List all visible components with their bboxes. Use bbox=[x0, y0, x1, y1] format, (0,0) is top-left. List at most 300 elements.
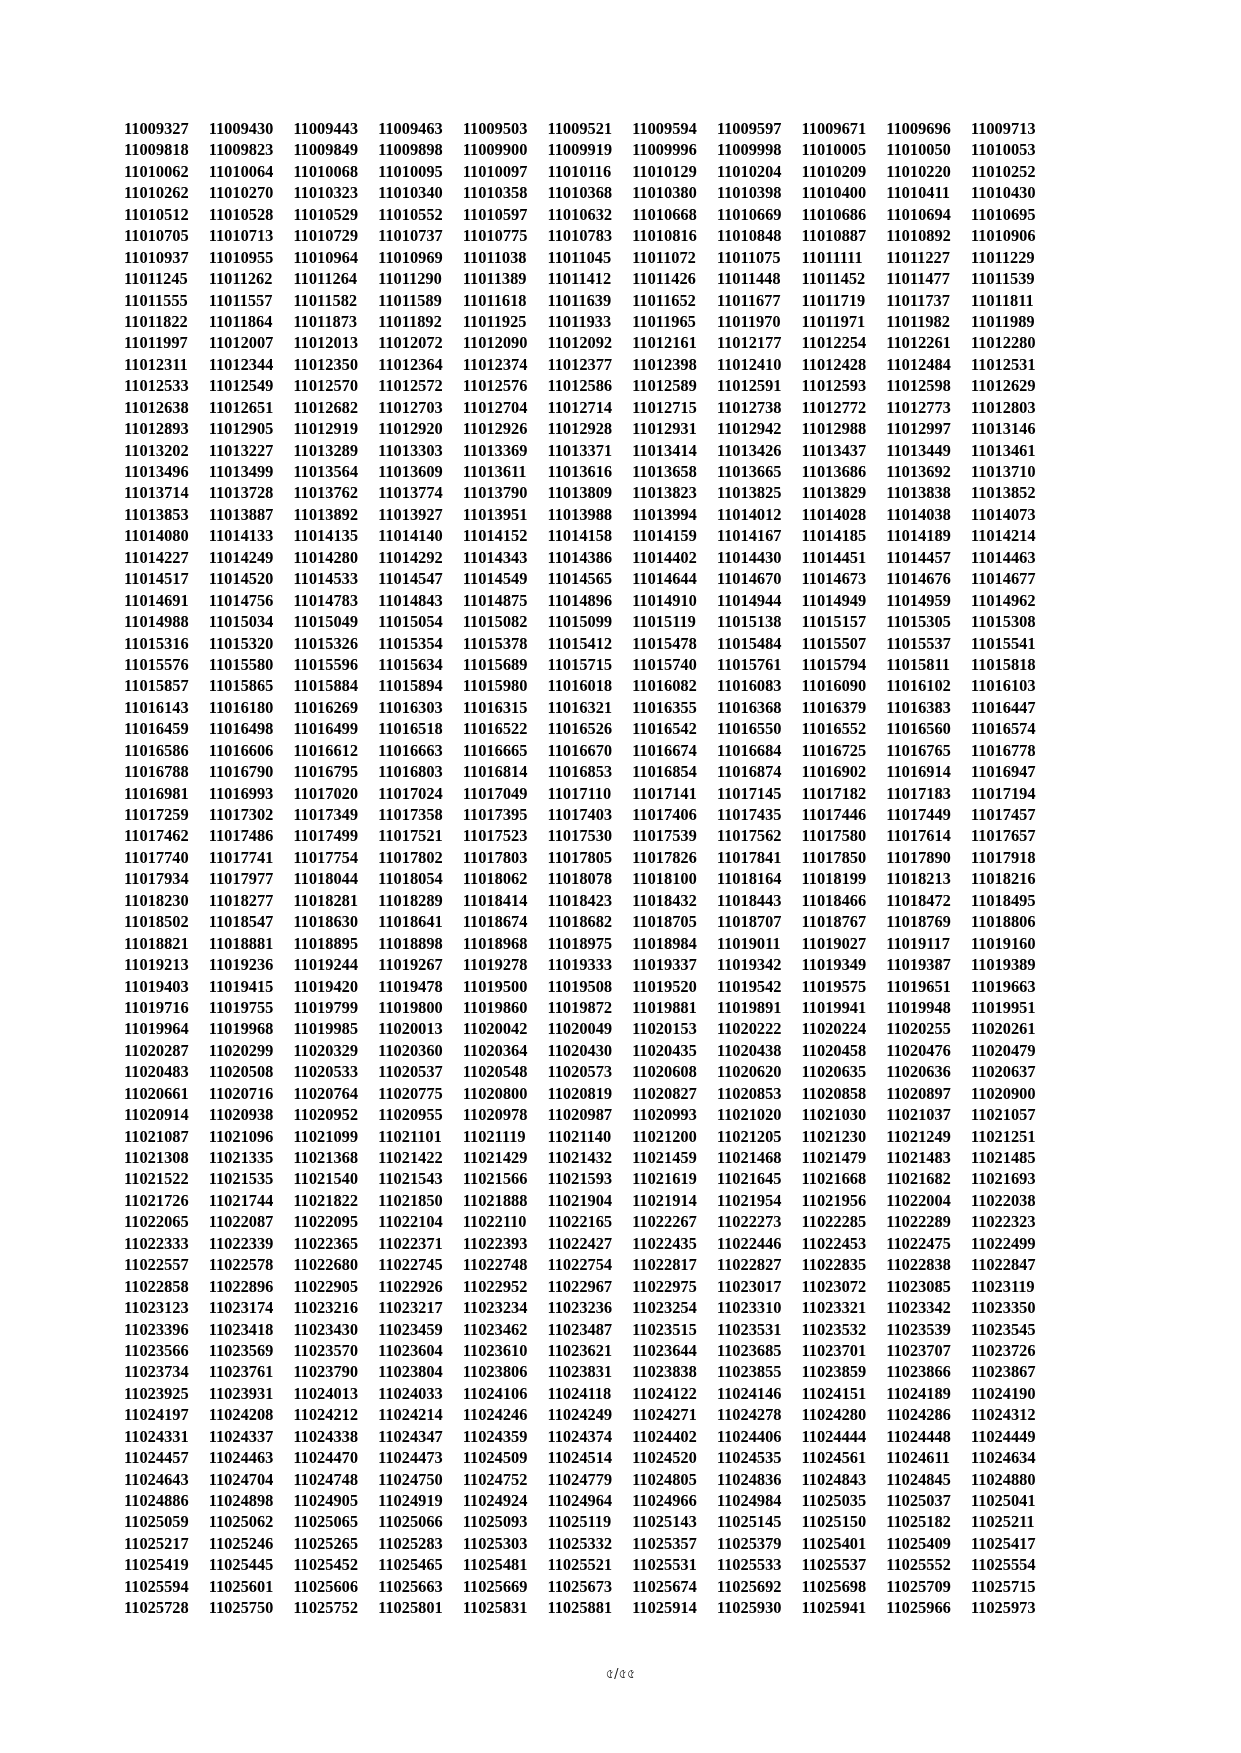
roll-number: 11022104 bbox=[378, 1212, 443, 1232]
roll-number: 11019500 bbox=[462, 976, 528, 996]
roll-number: 11019872 bbox=[547, 997, 613, 1017]
table-row bbox=[124, 182, 1124, 203]
roll-number: 11019420 bbox=[293, 976, 359, 996]
table-row bbox=[124, 868, 1124, 889]
roll-number: 11016612 bbox=[293, 740, 359, 760]
roll-number: 11024805 bbox=[632, 1469, 697, 1489]
roll-number: 11013714 bbox=[124, 483, 189, 503]
roll-number: 11015412 bbox=[547, 633, 613, 653]
roll-number: 11017754 bbox=[293, 847, 359, 867]
roll-number: 11018100 bbox=[632, 869, 697, 889]
roll-number: 11015537 bbox=[886, 633, 951, 653]
roll-number: 11013303 bbox=[378, 440, 443, 460]
roll-number: 11020661 bbox=[124, 1083, 189, 1103]
roll-number: 11016586 bbox=[124, 740, 189, 760]
roll-number: 11015857 bbox=[124, 676, 189, 696]
roll-number: 11017358 bbox=[378, 805, 443, 824]
table-row bbox=[124, 1297, 1124, 1318]
roll-number: 11010964 bbox=[293, 247, 359, 267]
roll-number: 11010512 bbox=[124, 204, 189, 224]
roll-number: 11022038 bbox=[970, 1190, 1036, 1210]
roll-number: 11009998 bbox=[716, 140, 782, 160]
roll-number: 11025452 bbox=[293, 1555, 359, 1575]
roll-number: 11018495 bbox=[970, 890, 1036, 910]
roll-number: 11024449 bbox=[970, 1426, 1036, 1446]
table-row bbox=[124, 1554, 1124, 1575]
roll-number: 11018199 bbox=[801, 869, 867, 889]
roll-number: 11024444 bbox=[801, 1426, 867, 1446]
roll-number: 11024898 bbox=[208, 1491, 274, 1510]
roll-number: 11024190 bbox=[970, 1383, 1036, 1403]
roll-number: 11012919 bbox=[293, 419, 359, 439]
roll-number: 11023539 bbox=[886, 1319, 951, 1339]
roll-number: 11025093 bbox=[462, 1512, 528, 1532]
roll-number: 11014565 bbox=[547, 569, 613, 589]
roll-number: 11025211 bbox=[970, 1512, 1035, 1532]
roll-number: 11020458 bbox=[801, 1040, 867, 1060]
roll-number: 11015715 bbox=[547, 654, 613, 674]
roll-number: 11021057 bbox=[970, 1105, 1036, 1125]
roll-number: 11010053 bbox=[970, 140, 1036, 160]
roll-number: 11025379 bbox=[716, 1533, 782, 1553]
roll-number: 11019415 bbox=[208, 976, 274, 996]
roll-number: 11020435 bbox=[632, 1040, 697, 1060]
roll-number: 11024338 bbox=[293, 1426, 359, 1446]
roll-number: 11021850 bbox=[378, 1190, 443, 1210]
roll-number: 11025303 bbox=[462, 1533, 528, 1553]
roll-number: 11016993 bbox=[208, 783, 274, 803]
roll-number: 11023790 bbox=[293, 1362, 359, 1382]
roll-number: 11020430 bbox=[547, 1040, 613, 1060]
table-row bbox=[124, 1383, 1124, 1404]
roll-number: 11010095 bbox=[378, 161, 443, 181]
roll-number: 11020827 bbox=[632, 1083, 697, 1103]
roll-number: 11014152 bbox=[462, 526, 528, 546]
roll-number: 11009849 bbox=[293, 140, 359, 160]
roll-number: 11017145 bbox=[716, 783, 782, 803]
roll-number: 11020255 bbox=[886, 1019, 951, 1039]
roll-number: 11020952 bbox=[293, 1105, 359, 1125]
roll-number: 11024843 bbox=[801, 1469, 867, 1489]
roll-number: 11021037 bbox=[886, 1105, 951, 1125]
roll-number: 11020637 bbox=[970, 1062, 1036, 1082]
roll-number: 11010062 bbox=[124, 161, 189, 181]
roll-number: 11021020 bbox=[716, 1105, 782, 1125]
roll-number: 11024704 bbox=[208, 1469, 274, 1489]
roll-number: 11018767 bbox=[801, 912, 867, 932]
roll-number: 11021099 bbox=[293, 1126, 359, 1146]
roll-number: 11012638 bbox=[124, 397, 189, 417]
roll-number: 11016143 bbox=[124, 697, 189, 717]
roll-number: 11020508 bbox=[208, 1062, 274, 1082]
roll-number: 11025217 bbox=[124, 1533, 189, 1553]
roll-number: 11025409 bbox=[886, 1533, 951, 1553]
roll-number: 11010906 bbox=[970, 226, 1036, 246]
roll-number: 11024249 bbox=[547, 1405, 613, 1425]
roll-number: 11017740 bbox=[124, 847, 189, 867]
roll-number: 11025594 bbox=[124, 1576, 189, 1596]
table-row bbox=[124, 954, 1124, 975]
roll-number: 11019542 bbox=[716, 976, 782, 996]
roll-number: 11019403 bbox=[124, 976, 189, 996]
roll-number: 11024520 bbox=[632, 1448, 697, 1468]
roll-number: 11013658 bbox=[632, 462, 697, 481]
roll-number: 11022967 bbox=[547, 1276, 613, 1296]
roll-number: 11017841 bbox=[716, 847, 782, 867]
roll-number: 11010398 bbox=[716, 183, 782, 203]
roll-number: 11011989 bbox=[970, 311, 1035, 331]
roll-number: 11017918 bbox=[970, 847, 1036, 867]
roll-number: 11012350 bbox=[293, 354, 359, 374]
roll-number: 11009898 bbox=[378, 140, 443, 160]
roll-number: 11020897 bbox=[886, 1083, 951, 1103]
roll-number: 11020329 bbox=[293, 1040, 359, 1060]
roll-number: 11025966 bbox=[886, 1598, 951, 1618]
roll-number: 11017406 bbox=[632, 805, 697, 824]
roll-number: 11011389 bbox=[462, 269, 527, 289]
roll-number: 11024359 bbox=[462, 1426, 528, 1446]
roll-number: 11017110 bbox=[547, 783, 612, 803]
roll-number: 11022435 bbox=[632, 1233, 697, 1253]
roll-number: 11015740 bbox=[632, 654, 697, 674]
roll-number: 11015576 bbox=[124, 654, 189, 674]
roll-number: 11010528 bbox=[208, 204, 274, 224]
roll-number: 11015865 bbox=[208, 676, 274, 696]
table-row bbox=[124, 461, 1124, 482]
roll-number: 11024280 bbox=[801, 1405, 867, 1425]
roll-number: 11015157 bbox=[801, 612, 867, 632]
roll-number: 11020858 bbox=[801, 1083, 867, 1103]
roll-number: 11023734 bbox=[124, 1362, 189, 1382]
roll-number: 11016914 bbox=[886, 762, 951, 782]
roll-number: 11010380 bbox=[632, 183, 697, 203]
table-row bbox=[124, 1126, 1124, 1147]
roll-number: 11011970 bbox=[716, 311, 781, 331]
roll-number: 11024905 bbox=[293, 1491, 359, 1510]
roll-number: 11024151 bbox=[801, 1383, 867, 1403]
roll-number: 11017183 bbox=[886, 783, 951, 803]
table-row bbox=[124, 976, 1124, 997]
roll-number: 11010430 bbox=[970, 183, 1036, 203]
roll-number: 11023462 bbox=[462, 1319, 528, 1339]
roll-number: 11013496 bbox=[124, 462, 189, 481]
roll-number: 11017741 bbox=[208, 847, 274, 867]
table-row bbox=[124, 225, 1124, 246]
roll-number: 11009443 bbox=[293, 119, 359, 138]
roll-number: 11020987 bbox=[547, 1105, 613, 1125]
roll-number: 11011997 bbox=[124, 333, 188, 353]
roll-number: 11021140 bbox=[547, 1126, 612, 1146]
roll-number: 11014402 bbox=[632, 547, 697, 567]
roll-number: 11013146 bbox=[970, 419, 1036, 439]
roll-number: 11019278 bbox=[462, 955, 528, 975]
roll-number: 11009463 bbox=[378, 119, 443, 138]
roll-number: 11021479 bbox=[801, 1148, 867, 1167]
roll-number: 11013686 bbox=[801, 462, 867, 481]
table-row bbox=[124, 1040, 1124, 1061]
roll-number: 11012772 bbox=[801, 397, 867, 417]
roll-number: 11017805 bbox=[547, 847, 613, 867]
roll-number: 11016321 bbox=[547, 697, 613, 717]
roll-number: 11021030 bbox=[801, 1105, 867, 1125]
roll-number: 11018674 bbox=[462, 912, 528, 932]
roll-number: 11018432 bbox=[632, 890, 697, 910]
roll-number: 11025531 bbox=[632, 1555, 697, 1575]
roll-number: 11011873 bbox=[293, 311, 358, 331]
roll-number: 11014189 bbox=[886, 526, 951, 546]
roll-number: 11021119 bbox=[462, 1126, 526, 1146]
roll-number: 11020800 bbox=[462, 1083, 528, 1103]
roll-number: 11025066 bbox=[378, 1512, 443, 1532]
roll-number: 11016665 bbox=[462, 740, 528, 760]
roll-number: 11012531 bbox=[970, 354, 1036, 374]
roll-number: 11023532 bbox=[801, 1319, 867, 1339]
roll-number: 11013951 bbox=[462, 504, 528, 524]
roll-number: 11012905 bbox=[208, 419, 274, 439]
roll-number: 11018502 bbox=[124, 912, 189, 932]
roll-number: 11025065 bbox=[293, 1512, 359, 1532]
roll-number: 11022475 bbox=[886, 1233, 951, 1253]
roll-number: 11025801 bbox=[378, 1598, 443, 1618]
roll-number: 11012570 bbox=[293, 376, 359, 396]
table-row bbox=[124, 1340, 1124, 1361]
roll-number: 11014133 bbox=[208, 526, 274, 546]
roll-number: 11012549 bbox=[208, 376, 274, 396]
table-row bbox=[124, 1018, 1124, 1039]
roll-number: 11013564 bbox=[293, 462, 359, 481]
table-row bbox=[124, 933, 1124, 954]
roll-number: 11010686 bbox=[801, 204, 867, 224]
roll-number: 11023254 bbox=[632, 1298, 697, 1318]
roll-number: 11020299 bbox=[208, 1040, 274, 1060]
roll-number: 11011822 bbox=[124, 311, 188, 331]
roll-number: 11021429 bbox=[462, 1148, 528, 1167]
roll-number: 11023531 bbox=[716, 1319, 782, 1339]
table-row bbox=[124, 697, 1124, 718]
roll-number: 11016684 bbox=[716, 740, 782, 760]
roll-number: 11023804 bbox=[378, 1362, 443, 1382]
table-row bbox=[124, 525, 1124, 546]
roll-number: 11015818 bbox=[970, 654, 1036, 674]
roll-number: 11025692 bbox=[716, 1576, 782, 1596]
roll-number: 11011072 bbox=[632, 247, 696, 267]
roll-number: 11013728 bbox=[208, 483, 274, 503]
roll-number: 11025881 bbox=[547, 1598, 613, 1618]
roll-number: 11011811 bbox=[970, 290, 1034, 310]
roll-number: 11016795 bbox=[293, 762, 359, 782]
roll-number: 11011719 bbox=[801, 290, 866, 310]
roll-number: 11010955 bbox=[208, 247, 274, 267]
roll-number: 11009597 bbox=[716, 119, 782, 138]
roll-number: 11023806 bbox=[462, 1362, 528, 1382]
roll-number: 11020853 bbox=[716, 1083, 782, 1103]
roll-number: 11014214 bbox=[970, 526, 1036, 546]
table-row bbox=[124, 590, 1124, 611]
roll-number: 11016083 bbox=[716, 676, 782, 696]
roll-number: 11010400 bbox=[801, 183, 867, 203]
roll-number: 11024337 bbox=[208, 1426, 274, 1446]
roll-number: 11020360 bbox=[378, 1040, 443, 1060]
roll-number: 11018984 bbox=[632, 933, 697, 953]
roll-number: 11025533 bbox=[716, 1555, 782, 1575]
roll-number: 11011111 bbox=[801, 247, 863, 267]
roll-number: 11017024 bbox=[378, 783, 443, 803]
roll-number: 11025750 bbox=[208, 1598, 274, 1618]
roll-number: 11016606 bbox=[208, 740, 274, 760]
roll-number: 11013369 bbox=[462, 440, 528, 460]
roll-number: 11011589 bbox=[378, 290, 442, 310]
roll-number: 11018881 bbox=[208, 933, 274, 953]
roll-number: 11010252 bbox=[970, 161, 1036, 181]
roll-number: 11024752 bbox=[462, 1469, 528, 1489]
roll-number: 11016803 bbox=[378, 762, 443, 782]
roll-number: 11014959 bbox=[886, 590, 951, 610]
table-row bbox=[124, 804, 1124, 825]
roll-number: 11024919 bbox=[378, 1491, 443, 1510]
roll-number: 11014520 bbox=[208, 569, 274, 589]
roll-number: 11017580 bbox=[801, 826, 867, 846]
roll-number: 11025601 bbox=[208, 1576, 274, 1596]
roll-number: 11025041 bbox=[970, 1491, 1036, 1510]
roll-number: 11017539 bbox=[632, 826, 697, 846]
roll-number: 11012161 bbox=[632, 333, 697, 353]
roll-number: 11024106 bbox=[462, 1383, 528, 1403]
roll-number: 11012428 bbox=[801, 354, 867, 374]
roll-number: 11021888 bbox=[462, 1190, 528, 1210]
roll-number: 11016542 bbox=[632, 719, 697, 739]
table-row bbox=[124, 354, 1124, 375]
roll-number: 11013887 bbox=[208, 504, 274, 524]
roll-number: 11021522 bbox=[124, 1169, 189, 1189]
roll-number: 11014140 bbox=[378, 526, 443, 546]
roll-number: 11018895 bbox=[293, 933, 359, 953]
roll-number: 11018044 bbox=[293, 869, 359, 889]
roll-number: 11017194 bbox=[970, 783, 1036, 803]
roll-number: 11018898 bbox=[378, 933, 443, 953]
roll-number: 11024611 bbox=[886, 1448, 950, 1468]
roll-number: 11022267 bbox=[632, 1212, 697, 1232]
roll-number: 11012803 bbox=[970, 397, 1036, 417]
roll-number: 11015326 bbox=[293, 633, 359, 653]
roll-number: 11010783 bbox=[547, 226, 613, 246]
roll-number: 11017435 bbox=[716, 805, 782, 824]
roll-number: 11012997 bbox=[886, 419, 951, 439]
roll-number: 11022393 bbox=[462, 1233, 528, 1253]
table-row bbox=[124, 375, 1124, 396]
roll-number: 11018630 bbox=[293, 912, 359, 932]
roll-number: 11014167 bbox=[716, 526, 782, 546]
roll-number: 11018547 bbox=[208, 912, 274, 932]
roll-number: 11013616 bbox=[547, 462, 613, 481]
roll-number: 11012377 bbox=[547, 354, 613, 374]
roll-number: 11018821 bbox=[124, 933, 189, 953]
roll-number: 11011426 bbox=[632, 269, 696, 289]
roll-number: 11011038 bbox=[462, 247, 527, 267]
roll-number: 11021726 bbox=[124, 1190, 189, 1210]
roll-number: 11017977 bbox=[208, 869, 274, 889]
roll-number: 11011227 bbox=[886, 247, 950, 267]
roll-number: 11024535 bbox=[716, 1448, 782, 1468]
roll-number: 11020716 bbox=[208, 1083, 274, 1103]
roll-number: 11013609 bbox=[378, 462, 443, 481]
roll-number: 11025709 bbox=[886, 1576, 951, 1596]
roll-number: 11018806 bbox=[970, 912, 1036, 932]
roll-number: 11011677 bbox=[716, 290, 781, 310]
roll-number: 11012090 bbox=[462, 333, 528, 353]
roll-number: 11019891 bbox=[716, 997, 782, 1017]
table-row bbox=[124, 1147, 1124, 1168]
roll-number: 11024561 bbox=[801, 1448, 867, 1468]
roll-number: 11025119 bbox=[547, 1512, 612, 1532]
roll-number: 11020479 bbox=[970, 1040, 1036, 1060]
roll-number: 11015761 bbox=[716, 654, 782, 674]
roll-number: 11024509 bbox=[462, 1448, 528, 1468]
table-row bbox=[124, 268, 1124, 289]
roll-number: 11025674 bbox=[632, 1576, 697, 1596]
roll-number: 11018975 bbox=[547, 933, 613, 953]
roll-number: 11024118 bbox=[547, 1383, 612, 1403]
roll-number: 11012988 bbox=[801, 419, 867, 439]
roll-number: 11024122 bbox=[632, 1383, 697, 1403]
roll-number: 11017446 bbox=[801, 805, 867, 824]
roll-number: 11016379 bbox=[801, 697, 867, 717]
roll-number: 11025930 bbox=[716, 1598, 782, 1618]
roll-number: 11012928 bbox=[547, 419, 613, 439]
roll-number: 11014944 bbox=[716, 590, 782, 610]
roll-number: 11010892 bbox=[886, 226, 951, 246]
roll-number: 11017802 bbox=[378, 847, 443, 867]
roll-number: 11024347 bbox=[378, 1426, 443, 1446]
roll-number: 11023234 bbox=[462, 1298, 528, 1318]
roll-number: 11024246 bbox=[462, 1405, 528, 1425]
table-row bbox=[124, 397, 1124, 418]
roll-number: 11021668 bbox=[801, 1169, 867, 1189]
roll-number: 11011264 bbox=[293, 269, 358, 289]
roll-number: 11013710 bbox=[970, 462, 1036, 481]
roll-number: 11024402 bbox=[632, 1426, 697, 1446]
roll-number: 11013809 bbox=[547, 483, 613, 503]
roll-number: 11023867 bbox=[970, 1362, 1036, 1382]
roll-number: 11015596 bbox=[293, 654, 359, 674]
roll-number: 11014896 bbox=[547, 590, 613, 610]
roll-number: 11012682 bbox=[293, 397, 359, 417]
roll-number: 11018078 bbox=[547, 869, 613, 889]
roll-number: 11024779 bbox=[547, 1469, 613, 1489]
roll-number: 11014676 bbox=[886, 569, 951, 589]
roll-number: 11019333 bbox=[547, 955, 613, 975]
table-row bbox=[124, 247, 1124, 268]
roll-number: 11012013 bbox=[293, 333, 359, 353]
roll-number: 11023310 bbox=[716, 1298, 782, 1318]
roll-number: 11014159 bbox=[632, 526, 697, 546]
roll-number: 11016368 bbox=[716, 697, 782, 717]
page-number: ৫/৫৫ bbox=[605, 1667, 636, 1682]
roll-number: 11011557 bbox=[208, 290, 273, 310]
roll-number: 11010694 bbox=[886, 204, 951, 224]
roll-number: 11016981 bbox=[124, 783, 189, 803]
roll-number: 11025419 bbox=[124, 1555, 189, 1575]
roll-number: 11023350 bbox=[970, 1298, 1036, 1318]
table-row bbox=[124, 290, 1124, 311]
roll-number: 11023831 bbox=[547, 1362, 613, 1382]
roll-number: 11015689 bbox=[462, 654, 528, 674]
roll-number: 11022975 bbox=[632, 1276, 697, 1296]
roll-number: 11021693 bbox=[970, 1169, 1036, 1189]
roll-number: 11014012 bbox=[716, 504, 782, 524]
roll-number: 11021205 bbox=[716, 1126, 782, 1146]
roll-number: 11024886 bbox=[124, 1491, 189, 1510]
table-row bbox=[124, 1447, 1124, 1468]
